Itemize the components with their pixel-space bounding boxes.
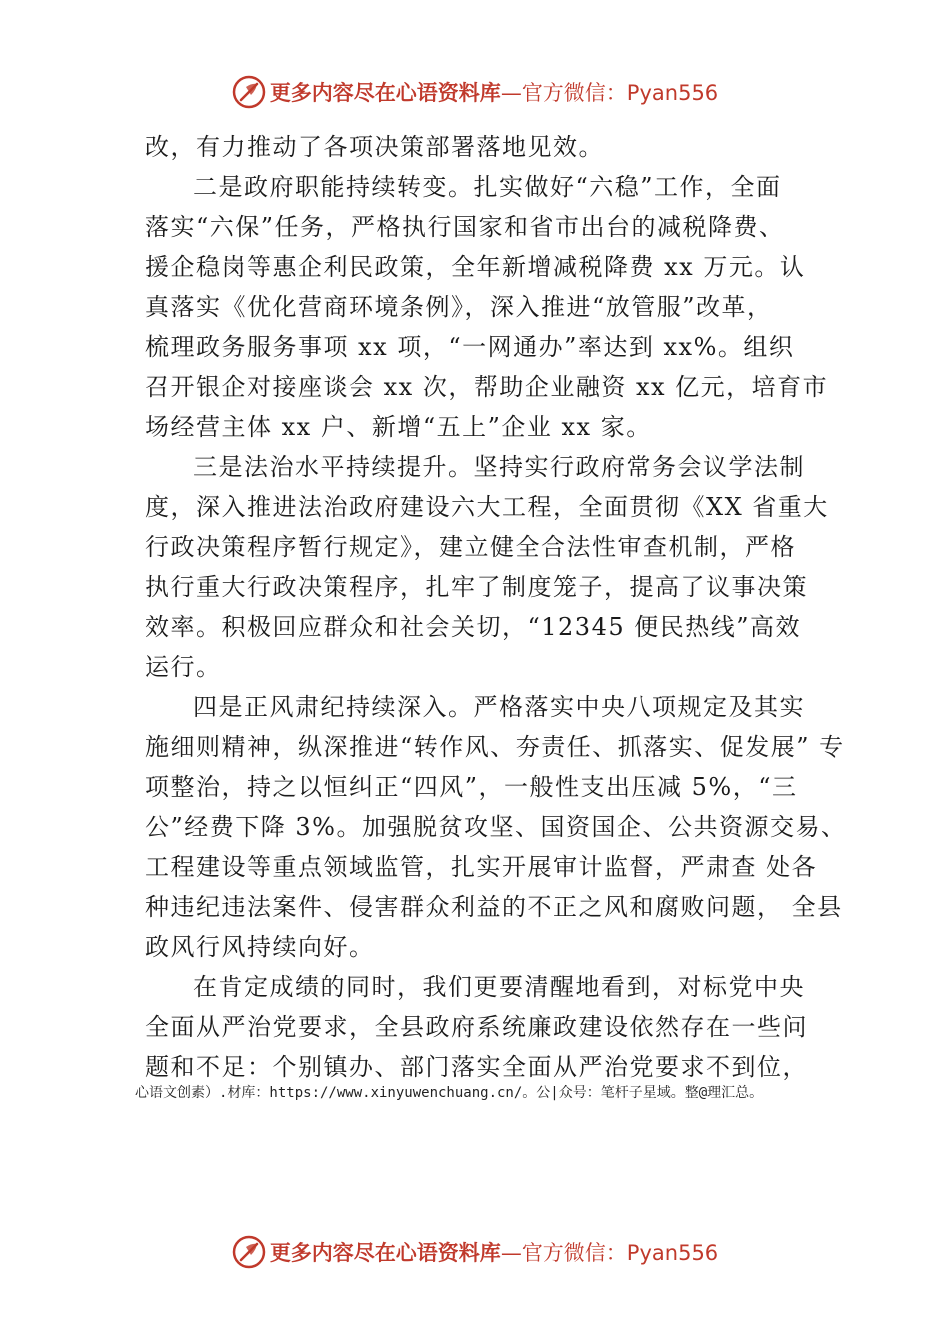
text-line: 题和不足：个别镇办、部门落实全面从严治党要求不到位， [145, 1053, 808, 1081]
text-line: 种违纪违法案件、侵害群众利益的不正之风和腐败问题， 全县 [145, 893, 843, 921]
text-line: 召开银企对接座谈会 xx 次，帮助企业融资 xx 亿元，培育市 [145, 373, 829, 401]
document-body [145, 127, 847, 1087]
text-line: 施细则精神，纵深推进“转作风、夯责任、抓落实、促发展” 专 [145, 733, 845, 761]
text-line: 场经营主体 xx 户、新增“五上”企业 xx 家。 [145, 413, 652, 441]
banner-contact: —官方微信：Pyan556 [500, 1241, 719, 1265]
quill-seal-icon [232, 1235, 266, 1269]
text-line: 执行重大行政决策程序，扎牢了制度笼子，提高了议事决策 [145, 573, 808, 601]
text-line: 行政决策程序暂行规定》，建立健全合法性审查机制，严格 [145, 533, 796, 561]
text-line: 政风行风持续向好。 [145, 933, 375, 961]
text-line: 项整治，持之以恒纠正“四风”，一般性支出压减 5%，“三 [145, 773, 798, 801]
footer-banner [0, 1230, 950, 1274]
paragraph [145, 967, 835, 1087]
text-line: 改，有力推动了各项决策部署落地见效。 [145, 133, 604, 161]
paragraph [145, 167, 835, 447]
paragraph [145, 447, 835, 687]
text-line: 二是政府职能持续转变。扎实做好“六稳”工作，全面 [193, 173, 782, 201]
header-banner [0, 70, 950, 114]
text-line: 梳理政务服务事项 xx 项，“一网通办”率达到 xx%。组织 [145, 333, 795, 361]
text-line: 援企稳岗等惠企利民政策，全年新增减税降费 xx 万元。认 [145, 253, 806, 281]
text-line: 落实“六保”任务，严格执行国家和省市出台的减税降费、 [145, 213, 785, 241]
banner-contact: —官方微信：Pyan556 [500, 81, 719, 105]
text-line: 公”经费下降 3%。加强脱贫攻坚、国资国企、公共资源交易、 [145, 813, 847, 841]
text-line: 工程建设等重点领域监管，扎实开展审计监督，严肃查 处各 [145, 853, 818, 881]
text-line: 度，深入推进法治政府建设六大工程，全面贯彻《XX 省重大 [145, 493, 829, 521]
text-line: 运行。 [145, 653, 222, 681]
quill-seal-icon [232, 75, 266, 109]
paragraph [145, 127, 835, 167]
text-line: 真落实《优化营商环境条例》，深入推进“放管服”改革， [145, 293, 773, 321]
text-line: 在肯定成绩的同时，我们更要清醒地看到，对标党中央 [193, 973, 805, 1001]
text-line: 效率。积极回应群众和社会关切，“12345 便民热线”高效 [145, 613, 802, 641]
banner-slogan: 更多内容尽在心语资料库 [269, 81, 501, 105]
paragraph [145, 687, 847, 967]
footnote: 心语文创素）.材库：https://www.xinyuwenchuang.cn/。公|众号：笔杆子星域。整@理汇总。 [135, 1085, 764, 1101]
text-line: 全面从严治党要求，全县政府系统廉政建设依然存在一些问 [145, 1013, 808, 1041]
banner-slogan: 更多内容尽在心语资料库 [269, 1241, 501, 1265]
text-line: 三是法治水平持续提升。坚持实行政府常务会议学法制 [193, 453, 805, 481]
text-line: 四是正风肃纪持续深入。严格落实中央八项规定及其实 [193, 693, 805, 721]
